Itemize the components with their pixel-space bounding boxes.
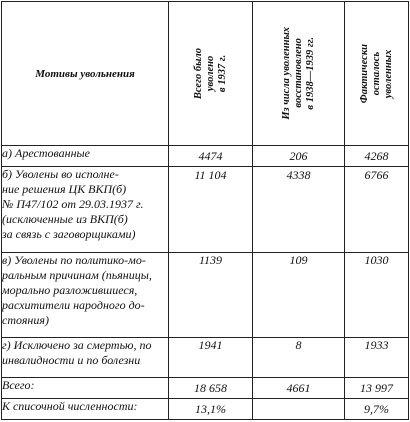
cell-restored: 206 <box>253 146 345 167</box>
table-row <box>2 378 409 399</box>
row-label: в) Уволены по политико-мо- ральным причинам (пьяницы, морально разложившиеся, расхитители народного до- стояния) <box>2 253 169 338</box>
cell-restored: 4338 <box>253 167 345 253</box>
cell-restored <box>253 399 345 420</box>
cell-total: 4474 <box>169 146 253 167</box>
header-total-dismissed-1937 <box>169 2 253 146</box>
header-total-dismissed-1937-text: Всего было уволено в 1937 г. <box>192 47 228 100</box>
dismissal-table <box>1 1 409 420</box>
table-row <box>2 146 409 167</box>
row-label: г) Исключено за смертью, по инвалидности и по болезни <box>2 338 169 378</box>
table-header-row <box>2 2 409 146</box>
row-label: Всего: <box>2 378 169 399</box>
table-row <box>2 253 409 338</box>
cell-remaining: 9,7% <box>345 399 409 420</box>
row-label: а) Арестованные <box>2 146 169 167</box>
table-row <box>2 399 409 420</box>
cell-total: 13,1% <box>169 399 253 420</box>
header-restored-1938-1939 <box>253 2 345 146</box>
cell-remaining: 4268 <box>345 146 409 167</box>
cell-remaining: 13 997 <box>345 378 409 399</box>
cell-restored: 4661 <box>253 378 345 399</box>
cell-total: 1941 <box>169 338 253 378</box>
cell-remaining: 1933 <box>345 338 409 378</box>
cell-total: 18 658 <box>169 378 253 399</box>
cell-total: 11 104 <box>169 167 253 253</box>
cell-total: 1139 <box>169 253 253 338</box>
header-actually-remaining <box>345 2 409 146</box>
table-row <box>2 338 409 378</box>
cell-remaining: 1030 <box>345 253 409 338</box>
table-row <box>2 167 409 253</box>
row-label: К списочной численности: <box>2 399 169 420</box>
cell-restored: 109 <box>253 253 345 338</box>
header-restored-1938-1939-text: Из числа уволенных восстановлено в 1938—1939 гг. <box>280 27 316 120</box>
cell-restored: 8 <box>253 338 345 378</box>
cell-remaining: 6766 <box>345 167 409 253</box>
header-actually-remaining-text: Фактически осталось уволенных <box>358 43 394 104</box>
header-dismissal-motives: Мотивы увольнения <box>2 2 169 146</box>
row-label: б) Уволены во исполне- ние решения ЦК ВКП(б) № П47/102 от 29.03.1937 г. (исключенные из ВКП(б) за связь с заговорщиками) <box>2 167 169 253</box>
